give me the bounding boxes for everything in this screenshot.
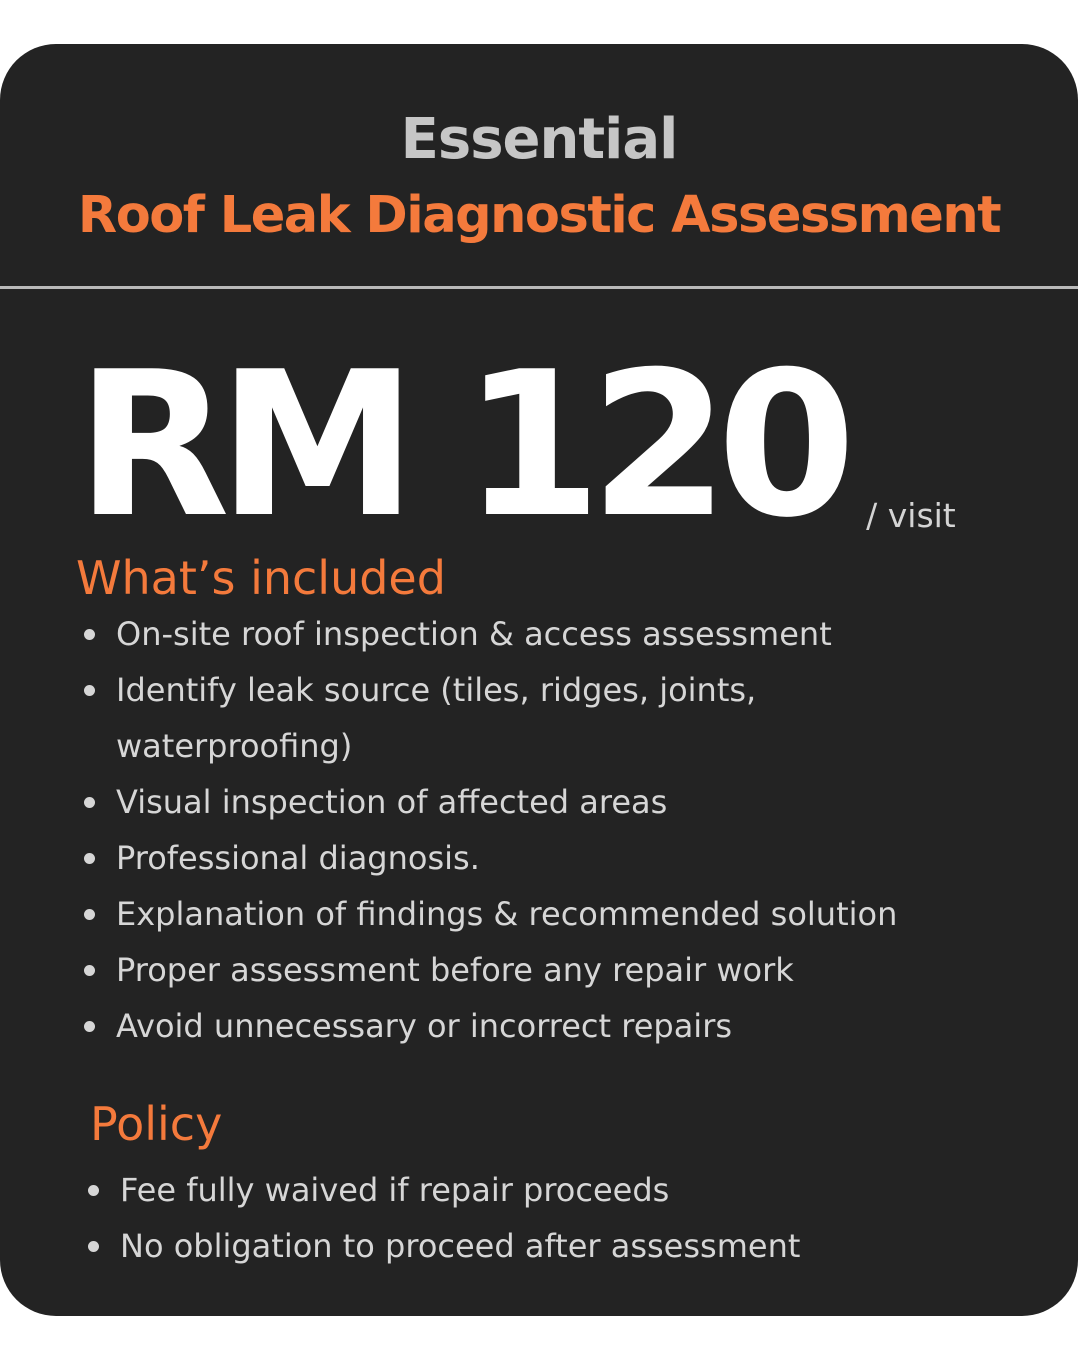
price-amount: RM 120 (76, 329, 845, 562)
price-row (76, 306, 956, 562)
list-item (78, 942, 897, 998)
list-item (78, 886, 897, 942)
bullet-icon (84, 965, 95, 976)
list-item-text: Professional diagnosis. (116, 839, 480, 877)
list-item (78, 662, 897, 718)
list-item-text: Visual inspection of affected areas (116, 783, 668, 821)
list-item-text: Proper assessment before any repair work (116, 951, 794, 989)
bullet-icon (84, 629, 95, 640)
bullet-icon (88, 1185, 99, 1196)
included-heading: What’s included (76, 551, 446, 605)
list-item-text: Identify leak source (tiles, ridges, joints, (116, 671, 757, 709)
list-item-text: On-site roof inspection & access assessment (116, 615, 832, 653)
pricing-card (0, 44, 1078, 1316)
bullet-icon (84, 797, 95, 808)
policy-heading: Policy (90, 1097, 223, 1151)
policy-list (82, 1162, 800, 1274)
list-item (78, 830, 897, 886)
list-item-continuation (78, 718, 897, 774)
list-item-text: Explanation of findings & recommended solution (116, 895, 898, 933)
list-item (82, 1162, 800, 1218)
included-list (78, 606, 897, 1054)
bullet-icon (84, 853, 95, 864)
bullet-icon (88, 1241, 99, 1252)
list-item-text: Avoid unnecessary or incorrect repairs (116, 1007, 733, 1045)
bullet-icon (84, 1021, 95, 1032)
price-unit: / visit (866, 496, 956, 535)
header-divider (0, 286, 1078, 289)
list-item (78, 606, 897, 662)
list-item-text: Fee fully waived if repair proceeds (120, 1171, 670, 1209)
bullet-icon (84, 909, 95, 920)
list-item-text: waterproofing) (116, 727, 353, 765)
bullet-icon (84, 685, 95, 696)
list-item (78, 998, 897, 1054)
list-item (78, 774, 897, 830)
list-item (82, 1218, 800, 1274)
tier-label: Essential (400, 107, 678, 172)
list-item-text: No obligation to proceed after assessment (120, 1227, 801, 1265)
product-title: Roof Leak Diagnostic Assessment (77, 186, 1001, 245)
